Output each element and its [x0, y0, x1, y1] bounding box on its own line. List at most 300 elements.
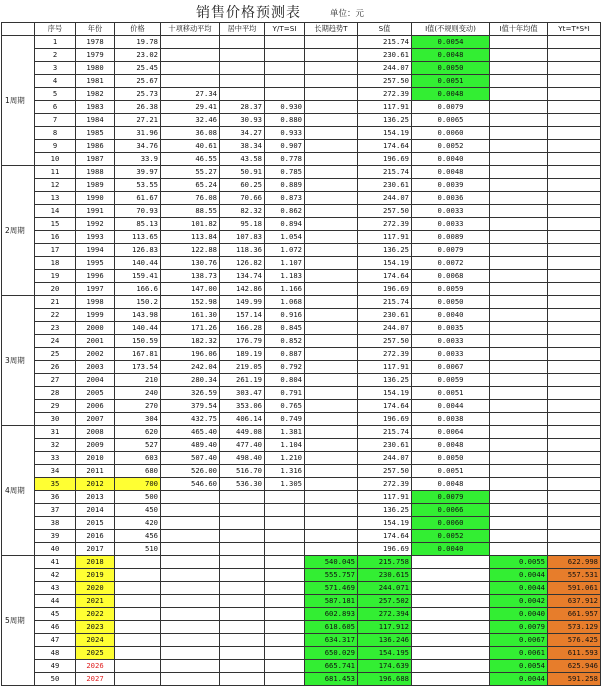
table-cell[interactable] [490, 218, 548, 231]
table-cell[interactable] [265, 491, 305, 504]
table-cell[interactable]: 19.78 [115, 36, 161, 49]
table-cell[interactable]: 2020 [76, 582, 115, 595]
table-cell[interactable] [305, 491, 358, 504]
table-cell[interactable]: 1986 [76, 140, 115, 153]
table-cell[interactable] [412, 582, 490, 595]
table-cell[interactable]: 270 [115, 400, 161, 413]
table-cell[interactable]: 1980 [76, 62, 115, 75]
table-cell[interactable] [161, 660, 220, 673]
table-cell[interactable]: 526.00 [161, 465, 220, 478]
table-cell[interactable]: 2 [35, 49, 76, 62]
table-cell[interactable]: 29 [35, 400, 76, 413]
table-cell[interactable] [220, 634, 265, 647]
table-cell[interactable] [305, 62, 358, 75]
table-cell[interactable]: 50.91 [220, 166, 265, 179]
table-cell[interactable] [490, 335, 548, 348]
table-cell[interactable]: 477.40 [220, 439, 265, 452]
table-cell[interactable]: 210 [115, 374, 161, 387]
table-cell[interactable]: 2021 [76, 595, 115, 608]
table-cell[interactable]: 154.19 [358, 517, 412, 530]
table-cell[interactable]: 1.210 [265, 452, 305, 465]
table-cell[interactable]: 420 [115, 517, 161, 530]
table-cell[interactable] [412, 634, 490, 647]
table-cell[interactable] [220, 530, 265, 543]
table-cell[interactable] [548, 530, 601, 543]
table-cell[interactable] [265, 88, 305, 101]
table-cell[interactable]: 591.061 [548, 582, 601, 595]
table-cell[interactable]: 33 [35, 452, 76, 465]
table-cell[interactable]: 1988 [76, 166, 115, 179]
table-cell[interactable]: 681.453 [305, 673, 358, 686]
table-cell[interactable]: 31.96 [115, 127, 161, 140]
table-cell[interactable] [265, 36, 305, 49]
table-cell[interactable]: 2024 [76, 634, 115, 647]
table-cell[interactable]: 36 [35, 491, 76, 504]
table-cell[interactable]: 23 [35, 322, 76, 335]
table-cell[interactable] [305, 75, 358, 88]
table-cell[interactable]: 0.894 [265, 218, 305, 231]
table-cell[interactable] [490, 75, 548, 88]
table-cell[interactable] [548, 153, 601, 166]
table-cell[interactable]: 1981 [76, 75, 115, 88]
table-cell[interactable] [220, 36, 265, 49]
table-cell[interactable]: 48 [35, 647, 76, 660]
table-cell[interactable] [161, 556, 220, 569]
table-cell[interactable]: 19 [35, 270, 76, 283]
table-cell[interactable] [548, 36, 601, 49]
table-cell[interactable] [305, 283, 358, 296]
table-cell[interactable] [548, 75, 601, 88]
table-cell[interactable] [305, 166, 358, 179]
table-cell[interactable]: 0.0067 [412, 361, 490, 374]
table-cell[interactable] [490, 400, 548, 413]
table-cell[interactable]: 0.0036 [412, 192, 490, 205]
table-cell[interactable] [220, 62, 265, 75]
table-cell[interactable]: 432.75 [161, 413, 220, 426]
table-cell[interactable] [548, 49, 601, 62]
table-cell[interactable] [265, 673, 305, 686]
table-cell[interactable]: 0.880 [265, 114, 305, 127]
table-cell[interactable] [305, 231, 358, 244]
table-cell[interactable]: 2006 [76, 400, 115, 413]
table-cell[interactable] [161, 621, 220, 634]
table-cell[interactable]: 0.0051 [412, 465, 490, 478]
table-cell[interactable]: 113.65 [115, 231, 161, 244]
table-cell[interactable] [548, 231, 601, 244]
table-cell[interactable]: 167.81 [115, 348, 161, 361]
table-cell[interactable]: 0.0048 [412, 439, 490, 452]
table-cell[interactable]: 22 [35, 309, 76, 322]
table-cell[interactable] [115, 621, 161, 634]
table-cell[interactable]: 0.907 [265, 140, 305, 153]
table-cell[interactable]: 61.67 [115, 192, 161, 205]
table-cell[interactable] [412, 556, 490, 569]
table-cell[interactable]: 272.39 [358, 88, 412, 101]
table-cell[interactable]: 21 [35, 296, 76, 309]
table-cell[interactable]: 2011 [76, 465, 115, 478]
table-cell[interactable] [161, 569, 220, 582]
table-cell[interactable]: 25.67 [115, 75, 161, 88]
table-cell[interactable]: 0.852 [265, 335, 305, 348]
table-cell[interactable] [115, 556, 161, 569]
table-cell[interactable] [548, 361, 601, 374]
table-cell[interactable] [548, 166, 601, 179]
table-cell[interactable]: 39.97 [115, 166, 161, 179]
table-cell[interactable] [412, 673, 490, 686]
table-cell[interactable] [161, 582, 220, 595]
table-cell[interactable]: 136.25 [358, 244, 412, 257]
table-cell[interactable]: 23.02 [115, 49, 161, 62]
table-cell[interactable]: 1983 [76, 101, 115, 114]
table-cell[interactable] [490, 88, 548, 101]
table-cell[interactable] [305, 114, 358, 127]
table-cell[interactable]: 0.749 [265, 413, 305, 426]
table-cell[interactable]: 2002 [76, 348, 115, 361]
table-cell[interactable]: 500 [115, 491, 161, 504]
table-cell[interactable] [220, 673, 265, 686]
table-cell[interactable]: 0.0033 [412, 218, 490, 231]
table-cell[interactable] [220, 621, 265, 634]
table-cell[interactable]: 0.0051 [412, 75, 490, 88]
table-cell[interactable] [548, 387, 601, 400]
table-cell[interactable]: 161.30 [161, 309, 220, 322]
table-cell[interactable] [305, 218, 358, 231]
table-cell[interactable] [305, 205, 358, 218]
table-cell[interactable]: 272.394 [358, 608, 412, 621]
table-cell[interactable]: 0.804 [265, 374, 305, 387]
table-cell[interactable]: 2019 [76, 569, 115, 582]
table-cell[interactable]: 1984 [76, 114, 115, 127]
table-cell[interactable]: 14 [35, 205, 76, 218]
table-cell[interactable]: 0.0033 [412, 348, 490, 361]
table-cell[interactable]: 12 [35, 179, 76, 192]
table-cell[interactable]: 230.61 [358, 439, 412, 452]
table-cell[interactable] [161, 36, 220, 49]
table-cell[interactable] [548, 504, 601, 517]
table-cell[interactable]: 1997 [76, 283, 115, 296]
table-cell[interactable]: 5 [35, 88, 76, 101]
table-cell[interactable] [412, 660, 490, 673]
table-cell[interactable]: 2001 [76, 335, 115, 348]
table-cell[interactable] [305, 517, 358, 530]
table-cell[interactable]: 555.757 [305, 569, 358, 582]
table-cell[interactable] [490, 387, 548, 400]
table-cell[interactable]: 150.59 [115, 335, 161, 348]
table-cell[interactable] [220, 75, 265, 88]
table-cell[interactable]: 0.0044 [412, 400, 490, 413]
table-cell[interactable]: 0.0048 [412, 478, 490, 491]
table-cell[interactable]: 1978 [76, 36, 115, 49]
table-cell[interactable]: 219.05 [220, 361, 265, 374]
table-cell[interactable]: 154.19 [358, 257, 412, 270]
table-cell[interactable]: 591.258 [548, 673, 601, 686]
table-cell[interactable]: 147.00 [161, 283, 220, 296]
table-cell[interactable]: 82.32 [220, 205, 265, 218]
table-cell[interactable]: 0.0079 [412, 244, 490, 257]
table-cell[interactable]: 257.50 [358, 335, 412, 348]
table-cell[interactable]: 0.0050 [412, 296, 490, 309]
table-cell[interactable]: 34 [35, 465, 76, 478]
table-cell[interactable] [161, 62, 220, 75]
table-cell[interactable]: 280.34 [161, 374, 220, 387]
table-cell[interactable]: 40 [35, 543, 76, 556]
table-cell[interactable] [305, 127, 358, 140]
table-cell[interactable]: 0.785 [265, 166, 305, 179]
table-cell[interactable] [305, 426, 358, 439]
table-cell[interactable]: 11 [35, 166, 76, 179]
table-cell[interactable] [548, 478, 601, 491]
table-cell[interactable]: 1992 [76, 218, 115, 231]
table-cell[interactable]: 516.70 [220, 465, 265, 478]
table-cell[interactable]: 26 [35, 361, 76, 374]
table-cell[interactable]: 136.25 [358, 504, 412, 517]
table-cell[interactable] [412, 621, 490, 634]
table-cell[interactable]: 576.425 [548, 634, 601, 647]
table-cell[interactable]: 136.246 [358, 634, 412, 647]
table-cell[interactable]: 0.0040 [412, 153, 490, 166]
table-cell[interactable] [548, 348, 601, 361]
table-cell[interactable] [490, 283, 548, 296]
table-cell[interactable]: 1999 [76, 309, 115, 322]
table-cell[interactable]: 465.40 [161, 426, 220, 439]
table-cell[interactable]: 272.39 [358, 218, 412, 231]
table-cell[interactable]: 31 [35, 426, 76, 439]
table-cell[interactable]: 196.69 [358, 153, 412, 166]
table-cell[interactable]: 140.44 [115, 257, 161, 270]
table-cell[interactable] [305, 400, 358, 413]
table-cell[interactable]: 1.104 [265, 439, 305, 452]
table-cell[interactable]: 18 [35, 257, 76, 270]
table-cell[interactable]: 0.862 [265, 205, 305, 218]
table-cell[interactable]: 113.84 [161, 231, 220, 244]
table-cell[interactable]: 0.0040 [412, 309, 490, 322]
table-cell[interactable] [490, 179, 548, 192]
table-cell[interactable]: 154.195 [358, 647, 412, 660]
table-cell[interactable]: 661.957 [548, 608, 601, 621]
table-cell[interactable] [265, 517, 305, 530]
table-cell[interactable]: 0.933 [265, 127, 305, 140]
table-cell[interactable]: 546.60 [161, 478, 220, 491]
table-cell[interactable] [490, 426, 548, 439]
table-cell[interactable]: 4 [35, 75, 76, 88]
table-cell[interactable]: 36.08 [161, 127, 220, 140]
table-cell[interactable]: 25.45 [115, 62, 161, 75]
table-cell[interactable]: 85.13 [115, 218, 161, 231]
table-cell[interactable] [220, 517, 265, 530]
table-cell[interactable]: 2000 [76, 322, 115, 335]
table-cell[interactable]: 0.0044 [490, 582, 548, 595]
table-cell[interactable]: 650.029 [305, 647, 358, 660]
table-cell[interactable] [265, 504, 305, 517]
table-cell[interactable] [220, 49, 265, 62]
table-cell[interactable]: 611.593 [548, 647, 601, 660]
table-cell[interactable] [548, 465, 601, 478]
table-cell[interactable]: 1990 [76, 192, 115, 205]
table-cell[interactable] [265, 582, 305, 595]
table-cell[interactable] [490, 140, 548, 153]
table-cell[interactable] [548, 491, 601, 504]
table-cell[interactable]: 1987 [76, 153, 115, 166]
table-cell[interactable]: 35 [35, 478, 76, 491]
table-cell[interactable]: 215.74 [358, 296, 412, 309]
table-cell[interactable] [490, 361, 548, 374]
table-cell[interactable] [161, 634, 220, 647]
table-cell[interactable]: 1989 [76, 179, 115, 192]
table-cell[interactable] [490, 478, 548, 491]
table-cell[interactable] [548, 192, 601, 205]
table-cell[interactable]: 0.0079 [412, 101, 490, 114]
table-cell[interactable]: 7 [35, 114, 76, 127]
table-cell[interactable]: 42 [35, 569, 76, 582]
table-cell[interactable]: 379.54 [161, 400, 220, 413]
table-cell[interactable] [265, 608, 305, 621]
table-cell[interactable]: 2014 [76, 504, 115, 517]
table-cell[interactable] [548, 257, 601, 270]
table-cell[interactable]: 174.64 [358, 400, 412, 413]
table-cell[interactable] [161, 595, 220, 608]
table-cell[interactable] [265, 530, 305, 543]
table-cell[interactable]: 244.07 [358, 322, 412, 335]
table-cell[interactable]: 0.0059 [412, 374, 490, 387]
table-cell[interactable]: 1982 [76, 88, 115, 101]
table-cell[interactable]: 27 [35, 374, 76, 387]
table-cell[interactable] [220, 595, 265, 608]
table-cell[interactable] [305, 244, 358, 257]
table-cell[interactable] [305, 192, 358, 205]
table-cell[interactable]: 32.46 [161, 114, 220, 127]
table-cell[interactable] [305, 101, 358, 114]
table-cell[interactable]: 140.44 [115, 322, 161, 335]
table-cell[interactable]: 53.55 [115, 179, 161, 192]
table-cell[interactable]: 527 [115, 439, 161, 452]
table-cell[interactable]: 143.98 [115, 309, 161, 322]
table-cell[interactable] [161, 647, 220, 660]
table-cell[interactable] [305, 296, 358, 309]
table-cell[interactable]: 257.50 [358, 465, 412, 478]
table-cell[interactable]: 76.08 [161, 192, 220, 205]
table-cell[interactable] [548, 62, 601, 75]
table-cell[interactable]: 215.74 [358, 426, 412, 439]
table-cell[interactable]: 1.305 [265, 478, 305, 491]
table-cell[interactable]: 0.0066 [412, 504, 490, 517]
table-cell[interactable]: 0.0055 [490, 556, 548, 569]
table-cell[interactable]: 88.55 [161, 205, 220, 218]
table-cell[interactable] [490, 517, 548, 530]
table-cell[interactable]: 230.615 [358, 569, 412, 582]
table-cell[interactable]: 38.34 [220, 140, 265, 153]
table-cell[interactable]: 0.845 [265, 322, 305, 335]
table-cell[interactable]: 257.502 [358, 595, 412, 608]
table-cell[interactable] [548, 88, 601, 101]
table-cell[interactable]: 2016 [76, 530, 115, 543]
table-cell[interactable]: 166.28 [220, 322, 265, 335]
table-cell[interactable]: 257.50 [358, 75, 412, 88]
table-cell[interactable]: 25.73 [115, 88, 161, 101]
table-cell[interactable]: 138.73 [161, 270, 220, 283]
table-cell[interactable]: 1.054 [265, 231, 305, 244]
table-cell[interactable]: 244.07 [358, 192, 412, 205]
table-cell[interactable]: 557.531 [548, 569, 601, 582]
table-cell[interactable] [161, 504, 220, 517]
table-cell[interactable] [220, 543, 265, 556]
table-cell[interactable]: 34.76 [115, 140, 161, 153]
table-cell[interactable]: 1985 [76, 127, 115, 140]
table-cell[interactable] [490, 296, 548, 309]
table-cell[interactable]: 30.93 [220, 114, 265, 127]
table-cell[interactable]: 0.0048 [412, 49, 490, 62]
table-cell[interactable] [115, 647, 161, 660]
table-cell[interactable]: 29.41 [161, 101, 220, 114]
table-cell[interactable]: 174.64 [358, 530, 412, 543]
table-cell[interactable] [412, 569, 490, 582]
table-cell[interactable] [490, 192, 548, 205]
table-cell[interactable]: 122.88 [161, 244, 220, 257]
table-cell[interactable]: 136.25 [358, 114, 412, 127]
table-cell[interactable]: 0.0051 [412, 387, 490, 400]
table-cell[interactable]: 0.0050 [412, 452, 490, 465]
table-cell[interactable]: 257.50 [358, 205, 412, 218]
table-cell[interactable]: 95.18 [220, 218, 265, 231]
table-cell[interactable]: 32 [35, 439, 76, 452]
table-cell[interactable] [115, 582, 161, 595]
table-cell[interactable]: 189.19 [220, 348, 265, 361]
table-cell[interactable]: 625.946 [548, 660, 601, 673]
table-cell[interactable]: 620 [115, 426, 161, 439]
table-cell[interactable]: 70.93 [115, 205, 161, 218]
table-cell[interactable] [305, 452, 358, 465]
table-cell[interactable]: 536.30 [220, 478, 265, 491]
table-cell[interactable] [265, 543, 305, 556]
table-cell[interactable]: 154.19 [358, 387, 412, 400]
table-cell[interactable]: 665.741 [305, 660, 358, 673]
table-cell[interactable]: 150.2 [115, 296, 161, 309]
table-cell[interactable]: 449.08 [220, 426, 265, 439]
table-cell[interactable] [412, 595, 490, 608]
table-cell[interactable] [305, 257, 358, 270]
table-cell[interactable]: 130.76 [161, 257, 220, 270]
table-cell[interactable]: 49 [35, 660, 76, 673]
table-cell[interactable] [161, 517, 220, 530]
table-cell[interactable]: 272.39 [358, 348, 412, 361]
table-cell[interactable]: 0.765 [265, 400, 305, 413]
table-cell[interactable] [265, 75, 305, 88]
table-cell[interactable]: 196.69 [358, 283, 412, 296]
table-cell[interactable]: 0.0079 [490, 621, 548, 634]
table-cell[interactable]: 637.912 [548, 595, 601, 608]
table-cell[interactable] [548, 374, 601, 387]
table-cell[interactable]: 230.61 [358, 309, 412, 322]
table-cell[interactable] [161, 75, 220, 88]
table-cell[interactable] [490, 36, 548, 49]
table-cell[interactable] [220, 660, 265, 673]
table-cell[interactable]: 304 [115, 413, 161, 426]
table-cell[interactable]: 33.9 [115, 153, 161, 166]
table-cell[interactable]: 2023 [76, 621, 115, 634]
table-cell[interactable] [115, 595, 161, 608]
table-cell[interactable] [305, 309, 358, 322]
table-cell[interactable]: 37 [35, 504, 76, 517]
table-cell[interactable]: 1.166 [265, 283, 305, 296]
table-cell[interactable]: 166.6 [115, 283, 161, 296]
table-cell[interactable]: 0.0039 [412, 179, 490, 192]
table-cell[interactable]: 0.889 [265, 179, 305, 192]
table-cell[interactable] [305, 270, 358, 283]
table-cell[interactable]: 176.79 [220, 335, 265, 348]
table-cell[interactable]: 510 [115, 543, 161, 556]
table-cell[interactable] [548, 140, 601, 153]
table-cell[interactable]: 60.25 [220, 179, 265, 192]
table-cell[interactable]: 2018 [76, 556, 115, 569]
